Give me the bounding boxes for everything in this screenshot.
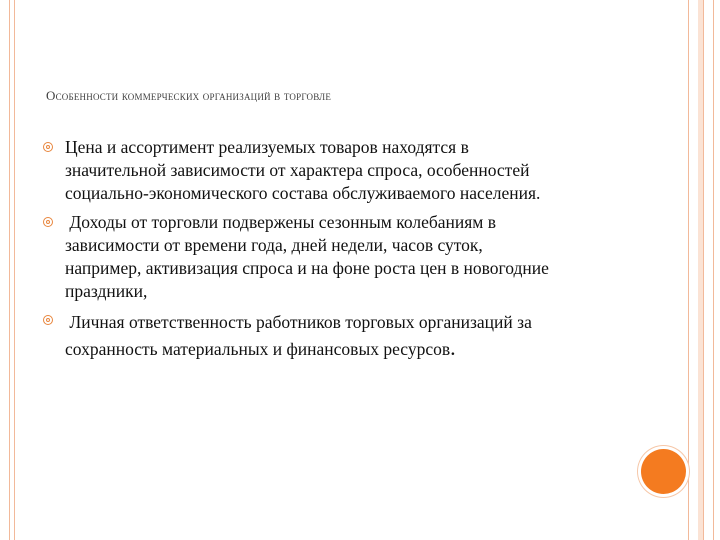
left-rule-inner xyxy=(14,0,15,540)
ring-bullet-icon xyxy=(43,142,53,152)
ring-bullet-icon xyxy=(43,315,53,325)
bullet-line: Цена и ассортимент реализуемых товаров находятся в xyxy=(65,137,469,157)
bullet-text xyxy=(64,211,646,303)
list-item xyxy=(46,136,646,205)
bullet-line: зависимости от времени года, дней недели, часов суток, xyxy=(65,235,483,255)
right-rule-middle xyxy=(703,0,704,540)
bullet-line: сохранность материальных и финансовых ресурсов xyxy=(65,339,451,359)
bullet-line: Личная ответственность работников торговых организаций за xyxy=(65,312,532,332)
bullet-text xyxy=(64,309,646,363)
orange-circle-icon xyxy=(641,449,686,494)
bullet-list xyxy=(46,136,646,369)
right-rule-inner xyxy=(688,0,689,540)
end-mark: . xyxy=(450,335,456,360)
list-item xyxy=(46,309,646,363)
bullet-line: например, активизация спроса и на фоне роста цен в новогодние xyxy=(65,258,549,278)
bullet-line: значительной зависимости от характера спроса, особенностей xyxy=(65,160,530,180)
right-rule-outer xyxy=(713,0,714,540)
left-rule-outer xyxy=(9,0,10,540)
ring-bullet-icon xyxy=(43,217,53,227)
bullet-line: Доходы от торговли подвержены сезонным колебаниям в xyxy=(65,212,497,232)
bullet-line: социально-экономического состава обслуживаемого населения. xyxy=(65,183,541,203)
bullet-text xyxy=(64,136,646,205)
bullet-line-with-end xyxy=(65,336,646,363)
bullet-line: праздники, xyxy=(65,281,148,301)
list-item xyxy=(46,211,646,303)
slide-title: Особенности коммерческих организаций в торговле xyxy=(46,88,332,103)
